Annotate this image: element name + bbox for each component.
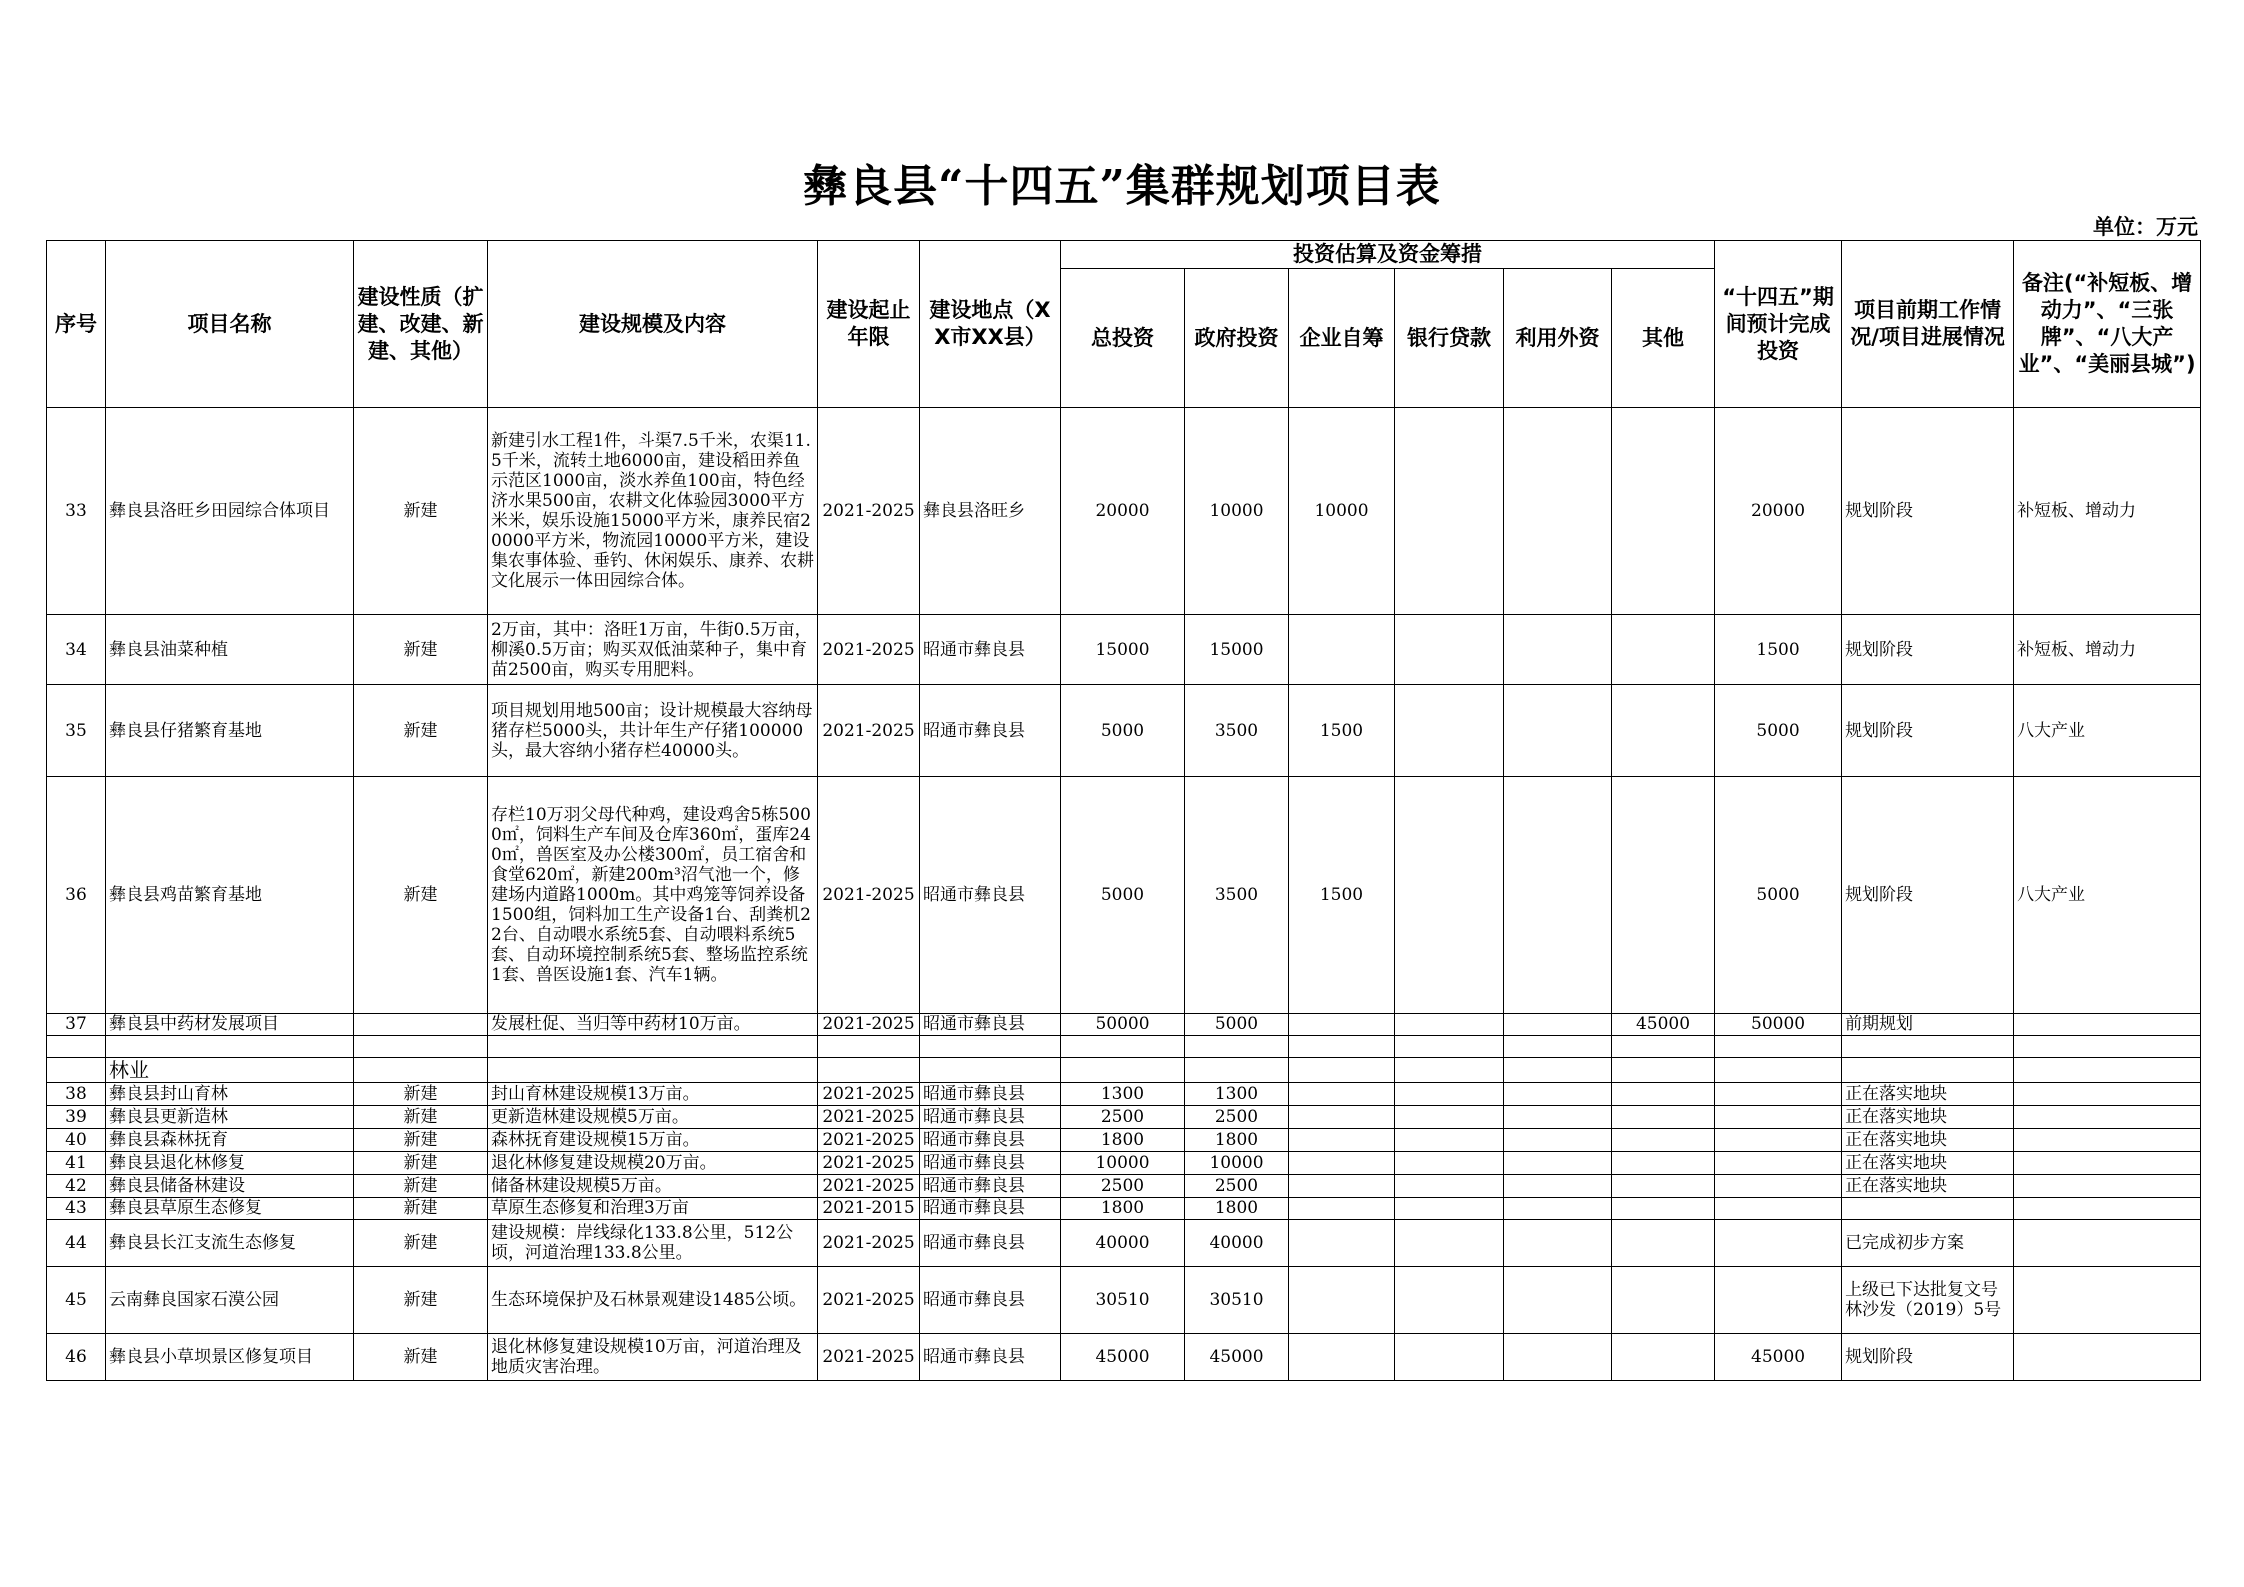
cell-gov: 10000 <box>1185 408 1289 615</box>
cell-scale: 退化林修复建设规模20万亩。 <box>488 1152 818 1175</box>
cell-seq: 38 <box>47 1083 106 1106</box>
cell-plan: 50000 <box>1715 1014 1842 1036</box>
cell-name: 彝良县更新造林 <box>106 1106 354 1129</box>
cell-seq: 43 <box>47 1198 106 1220</box>
cell-enterprise <box>1289 615 1395 685</box>
cell-nature: 新建 <box>354 777 488 1014</box>
cell-scale: 储备林建设规模5万亩。 <box>488 1175 818 1198</box>
cell-nature: 新建 <box>354 1152 488 1175</box>
cell-scale: 新建引水工程1件，斗渠7.5千米，农渠11.5千米，流转土地6000亩，建设稻田养鱼示范区1000亩，淡水养鱼100亩，特色经济水果500亩，农耕文化体验园3000平方米米，娱乐设施15000平方米，康养民宿20000平方米，物流园10000平方米，建设集农事体验、垂钓、休闲娱乐、康养、农耕文化展示一体田园综合体。 <box>488 408 818 615</box>
cell-gov: 10000 <box>1185 1152 1289 1175</box>
cell-nature: 新建 <box>354 1220 488 1267</box>
cell-location: 昭通市彝良县 <box>920 1152 1061 1175</box>
cell-other <box>1612 1083 1715 1106</box>
cell-enterprise: 1500 <box>1289 777 1395 1014</box>
cell-progress: 正在落实地块 <box>1842 1083 2014 1106</box>
cell-seq: 33 <box>47 408 106 615</box>
cell-other <box>1612 777 1715 1014</box>
cell-other <box>1612 1220 1715 1267</box>
cell-location: 昭通市彝良县 <box>920 777 1061 1014</box>
cell-gov: 1800 <box>1185 1129 1289 1152</box>
cell-bank <box>1395 1198 1504 1220</box>
cell-gov: 3500 <box>1185 685 1289 777</box>
cell-total: 2500 <box>1061 1106 1185 1129</box>
table-row <box>47 1334 2201 1381</box>
cell-seq: 41 <box>47 1152 106 1175</box>
cell-location: 昭通市彝良县 <box>920 1334 1061 1381</box>
cell-progress: 规划阶段 <box>1842 777 2014 1014</box>
cell-progress: 已完成初步方案 <box>1842 1220 2014 1267</box>
cell-other <box>1612 408 1715 615</box>
cell-progress: 前期规划 <box>1842 1014 2014 1036</box>
section-row <box>47 1058 2201 1083</box>
table-row <box>47 1267 2201 1334</box>
cell-seq: 35 <box>47 685 106 777</box>
cell-enterprise <box>1289 1014 1395 1036</box>
cell-remark: 八大产业 <box>2014 685 2201 777</box>
cell-nature: 新建 <box>354 1083 488 1106</box>
cell-seq: 39 <box>47 1106 106 1129</box>
table-row <box>47 1175 2201 1198</box>
cell-foreign <box>1504 615 1612 685</box>
cell-years: 2021-2025 <box>818 1129 920 1152</box>
cell-location: 昭通市彝良县 <box>920 1014 1061 1036</box>
cell-nature: 新建 <box>354 685 488 777</box>
cell-total: 20000 <box>1061 408 1185 615</box>
cell-gov: 30510 <box>1185 1267 1289 1334</box>
cell-total: 30510 <box>1061 1267 1185 1334</box>
cell-years: 2021-2025 <box>818 1014 920 1036</box>
table-row <box>47 1106 2201 1129</box>
cell-progress <box>1842 1198 2014 1220</box>
cell-years: 2021-2025 <box>818 685 920 777</box>
table-row <box>47 1198 2201 1220</box>
cell-other <box>1612 1106 1715 1129</box>
cell-total: 45000 <box>1061 1334 1185 1381</box>
cell-name: 彝良县小草坝景区修复项目 <box>106 1334 354 1381</box>
cell-nature: 新建 <box>354 408 488 615</box>
cell-years: 2021-2025 <box>818 777 920 1014</box>
cell-scale: 2万亩，其中：洛旺1万亩，牛街0.5万亩，柳溪0.5万亩；购买双低油菜种子，集中育苗2500亩，购买专用肥料。 <box>488 615 818 685</box>
cell-years: 2021-2025 <box>818 1334 920 1381</box>
header-years: 建设起止年限 <box>818 241 920 408</box>
header-nature: 建设性质（扩建、改建、新建、其他） <box>354 241 488 408</box>
cell-years: 2021-2025 <box>818 1175 920 1198</box>
cell-years: 2021-2025 <box>818 1152 920 1175</box>
cell-gov: 15000 <box>1185 615 1289 685</box>
cell-plan: 45000 <box>1715 1334 1842 1381</box>
cell-plan: 20000 <box>1715 408 1842 615</box>
cell-progress: 正在落实地块 <box>1842 1129 2014 1152</box>
cell-other: 45000 <box>1612 1014 1715 1036</box>
cell-remark <box>2014 1198 2201 1220</box>
cell-total: 40000 <box>1061 1220 1185 1267</box>
cell-remark: 八大产业 <box>2014 777 2201 1014</box>
cell-bank <box>1395 1106 1504 1129</box>
cell-enterprise <box>1289 1334 1395 1381</box>
cell-gov: 40000 <box>1185 1220 1289 1267</box>
cell-foreign <box>1504 1129 1612 1152</box>
cell-total: 10000 <box>1061 1152 1185 1175</box>
cell-total: 1300 <box>1061 1083 1185 1106</box>
cell-plan: 1500 <box>1715 615 1842 685</box>
cell-foreign <box>1504 1334 1612 1381</box>
cell-foreign <box>1504 1152 1612 1175</box>
cell-bank <box>1395 1014 1504 1036</box>
cell-years: 2021-2025 <box>818 408 920 615</box>
cell-progress: 规划阶段 <box>1842 1334 2014 1381</box>
cell-total: 1800 <box>1061 1198 1185 1220</box>
cell-years: 2021-2025 <box>818 1106 920 1129</box>
table-row <box>47 685 2201 777</box>
cell-location: 昭通市彝良县 <box>920 1198 1061 1220</box>
cell-gov: 2500 <box>1185 1106 1289 1129</box>
cell-nature: 新建 <box>354 1129 488 1152</box>
cell-enterprise <box>1289 1267 1395 1334</box>
cell-foreign <box>1504 1014 1612 1036</box>
cell-nature: 新建 <box>354 1198 488 1220</box>
cell-plan: 5000 <box>1715 777 1842 1014</box>
table-row <box>47 1129 2201 1152</box>
cell-bank <box>1395 1129 1504 1152</box>
cell-scale: 建设规模：岸线绿化133.8公里，512公顷，河道治理133.8公里。 <box>488 1220 818 1267</box>
cell-progress: 正在落实地块 <box>1842 1106 2014 1129</box>
cell-enterprise <box>1289 1129 1395 1152</box>
cell-plan <box>1715 1198 1842 1220</box>
cell-bank <box>1395 1220 1504 1267</box>
cell-total: 2500 <box>1061 1175 1185 1198</box>
cell-scale: 生态环境保护及石林景观建设1485公顷。 <box>488 1267 818 1334</box>
cell-remark <box>2014 1175 2201 1198</box>
cell-nature: 新建 <box>354 1334 488 1381</box>
cell-other <box>1612 1129 1715 1152</box>
cell-total: 5000 <box>1061 777 1185 1014</box>
cell-scale: 存栏10万羽父母代种鸡，建设鸡舍5栋5000㎡，饲料生产车间及仓库360㎡，蛋库240㎡，兽医室及办公楼300㎡，员工宿舍和食堂620㎡，新建200m³沼气池一个，修建场内道路1000m。其中鸡笼等饲养设备1500组，饲料加工生产设备1台、刮粪机22台、自动喂水系统5套、自动喂料系统5套、自动环境控制系统5套、整场监控系统1套、兽医设施1套、汽车1辆。 <box>488 777 818 1014</box>
cell-gov: 1800 <box>1185 1198 1289 1220</box>
cell-seq: 45 <box>47 1267 106 1334</box>
table-row <box>47 777 2201 1014</box>
cell-nature <box>354 1014 488 1036</box>
cell-foreign <box>1504 685 1612 777</box>
section-label: 林业 <box>106 1058 354 1083</box>
cell-foreign <box>1504 408 1612 615</box>
cell-remark <box>2014 1267 2201 1334</box>
cell-total: 50000 <box>1061 1014 1185 1036</box>
cell-years: 2021-2015 <box>818 1198 920 1220</box>
cell-other <box>1612 1152 1715 1175</box>
cell-other <box>1612 615 1715 685</box>
cell-years: 2021-2025 <box>818 1083 920 1106</box>
cell-location: 昭通市彝良县 <box>920 1083 1061 1106</box>
cell-name: 彝良县中药材发展项目 <box>106 1014 354 1036</box>
cell-nature: 新建 <box>354 615 488 685</box>
cell-name: 彝良县草原生态修复 <box>106 1198 354 1220</box>
cell-gov: 2500 <box>1185 1175 1289 1198</box>
table-row <box>47 1083 2201 1106</box>
cell-years: 2021-2025 <box>818 1267 920 1334</box>
cell-foreign <box>1504 1106 1612 1129</box>
cell-nature: 新建 <box>354 1106 488 1129</box>
cell-years: 2021-2025 <box>818 1220 920 1267</box>
header-gov: 政府投资 <box>1185 269 1289 408</box>
cell-seq: 34 <box>47 615 106 685</box>
cell-progress: 上级已下达批复文号林沙发（2019）5号 <box>1842 1267 2014 1334</box>
cell-remark <box>2014 1220 2201 1267</box>
cell-name: 彝良县鸡苗繁育基地 <box>106 777 354 1014</box>
cell-remark <box>2014 1334 2201 1381</box>
cell-location: 昭通市彝良县 <box>920 1175 1061 1198</box>
cell-plan <box>1715 1152 1842 1175</box>
cell-bank <box>1395 1152 1504 1175</box>
table-body <box>47 408 2201 1381</box>
header-enterprise: 企业自筹 <box>1289 269 1395 408</box>
cell-nature: 新建 <box>354 1267 488 1334</box>
cell-scale: 发展杜促、当归等中药材10万亩。 <box>488 1014 818 1036</box>
cell-location: 昭通市彝良县 <box>920 1129 1061 1152</box>
header-scale: 建设规模及内容 <box>488 241 818 408</box>
cell-enterprise <box>1289 1175 1395 1198</box>
header-bank: 银行贷款 <box>1395 269 1504 408</box>
cell-name: 彝良县长江支流生态修复 <box>106 1220 354 1267</box>
cell-seq: 36 <box>47 777 106 1014</box>
cell-location: 昭通市彝良县 <box>920 685 1061 777</box>
cell-scale: 草原生态修复和治理3万亩 <box>488 1198 818 1220</box>
unit-label: 单位：万元 <box>2093 215 2198 239</box>
cell-enterprise: 1500 <box>1289 685 1395 777</box>
empty-row <box>47 1036 2201 1058</box>
cell-remark: 补短板、增动力 <box>2014 615 2201 685</box>
cell-seq: 40 <box>47 1129 106 1152</box>
header-progress: 项目前期工作情况/项目进展情况 <box>1842 241 2014 408</box>
header-foreign: 利用外资 <box>1504 269 1612 408</box>
cell-bank <box>1395 615 1504 685</box>
cell-total: 5000 <box>1061 685 1185 777</box>
cell-foreign <box>1504 1175 1612 1198</box>
cell-progress: 规划阶段 <box>1842 615 2014 685</box>
cell-remark: 补短板、增动力 <box>2014 408 2201 615</box>
cell-seq: 37 <box>47 1014 106 1036</box>
cell-location: 昭通市彝良县 <box>920 1106 1061 1129</box>
cell-name: 彝良县森林抚育 <box>106 1129 354 1152</box>
cell-scale: 封山育林建设规模13万亩。 <box>488 1083 818 1106</box>
cell-foreign <box>1504 1220 1612 1267</box>
cell-name: 彝良县退化林修复 <box>106 1152 354 1175</box>
cell-other <box>1612 1334 1715 1381</box>
cell-years: 2021-2025 <box>818 615 920 685</box>
cell-bank <box>1395 777 1504 1014</box>
cell-other <box>1612 1198 1715 1220</box>
cell-enterprise <box>1289 1152 1395 1175</box>
cell-total: 1800 <box>1061 1129 1185 1152</box>
table-row <box>47 408 2201 615</box>
cell-other <box>1612 685 1715 777</box>
cell-gov: 3500 <box>1185 777 1289 1014</box>
cell-bank <box>1395 685 1504 777</box>
cell-scale: 森林抚育建设规模15万亩。 <box>488 1129 818 1152</box>
cell-enterprise <box>1289 1220 1395 1267</box>
cell-name: 彝良县洛旺乡田园综合体项目 <box>106 408 354 615</box>
cell-foreign <box>1504 1198 1612 1220</box>
cell-foreign <box>1504 777 1612 1014</box>
cell-enterprise <box>1289 1198 1395 1220</box>
cell-location: 昭通市彝良县 <box>920 1267 1061 1334</box>
cell-location: 昭通市彝良县 <box>920 615 1061 685</box>
cell-seq: 46 <box>47 1334 106 1381</box>
cell-other <box>1612 1175 1715 1198</box>
table-row <box>47 1220 2201 1267</box>
cell-name: 彝良县封山育林 <box>106 1083 354 1106</box>
table-row <box>47 1152 2201 1175</box>
table-row <box>47 1014 2201 1036</box>
cell-plan <box>1715 1083 1842 1106</box>
cell-enterprise: 10000 <box>1289 408 1395 615</box>
cell-remark <box>2014 1129 2201 1152</box>
cell-name: 彝良县储备林建设 <box>106 1175 354 1198</box>
cell-remark <box>2014 1106 2201 1129</box>
cell-enterprise <box>1289 1106 1395 1129</box>
cell-bank <box>1395 1267 1504 1334</box>
header-other: 其他 <box>1612 269 1715 408</box>
cell-gov: 45000 <box>1185 1334 1289 1381</box>
cell-nature: 新建 <box>354 1175 488 1198</box>
cell-location: 彝良县洛旺乡 <box>920 408 1061 615</box>
header-seq: 序号 <box>47 241 106 408</box>
header-investment-group: 投资估算及资金筹措 <box>1061 241 1715 269</box>
cell-bank <box>1395 1334 1504 1381</box>
cell-total: 15000 <box>1061 615 1185 685</box>
cell-scale: 项目规划用地500亩；设计规模最大容纳母猪存栏5000头，共计年生产仔猪100000头，最大容纳小猪存栏40000头。 <box>488 685 818 777</box>
cell-bank <box>1395 408 1504 615</box>
cell-other <box>1612 1267 1715 1334</box>
cell-gov: 5000 <box>1185 1014 1289 1036</box>
cell-plan <box>1715 1267 1842 1334</box>
cell-gov: 1300 <box>1185 1083 1289 1106</box>
cell-plan <box>1715 1129 1842 1152</box>
cell-scale: 更新造林建设规模5万亩。 <box>488 1106 818 1129</box>
cell-bank <box>1395 1083 1504 1106</box>
table-row <box>47 615 2201 685</box>
cell-plan: 5000 <box>1715 685 1842 777</box>
cell-remark <box>2014 1014 2201 1036</box>
cell-plan <box>1715 1175 1842 1198</box>
header-plan: “十四五”期间预计完成投资 <box>1715 241 1842 408</box>
cell-name: 彝良县油菜种植 <box>106 615 354 685</box>
cell-scale: 退化林修复建设规模10万亩，河道治理及地质灾害治理。 <box>488 1334 818 1381</box>
cell-progress: 正在落实地块 <box>1842 1175 2014 1198</box>
cell-name: 云南彝良国家石漠公园 <box>106 1267 354 1334</box>
cell-location: 昭通市彝良县 <box>920 1220 1061 1267</box>
header-location: 建设地点（XX市XX县） <box>920 241 1061 408</box>
project-table <box>46 240 2201 1381</box>
cell-plan <box>1715 1106 1842 1129</box>
cell-progress: 正在落实地块 <box>1842 1152 2014 1175</box>
header-name: 项目名称 <box>106 241 354 408</box>
cell-remark <box>2014 1083 2201 1106</box>
cell-seq: 44 <box>47 1220 106 1267</box>
cell-bank <box>1395 1175 1504 1198</box>
cell-progress: 规划阶段 <box>1842 408 2014 615</box>
cell-foreign <box>1504 1083 1612 1106</box>
page-title: 彝良县“十四五”集群规划项目表 <box>803 161 1441 212</box>
cell-name: 彝良县仔猪繁育基地 <box>106 685 354 777</box>
cell-plan <box>1715 1220 1842 1267</box>
cell-enterprise <box>1289 1083 1395 1106</box>
cell-remark <box>2014 1152 2201 1175</box>
header-remark: 备注(“补短板、增动力”、“三张牌”、“八大产业”、“美丽县城”) <box>2014 241 2201 408</box>
cell-progress: 规划阶段 <box>1842 685 2014 777</box>
cell-foreign <box>1504 1267 1612 1334</box>
header-total: 总投资 <box>1061 269 1185 408</box>
cell-seq: 42 <box>47 1175 106 1198</box>
